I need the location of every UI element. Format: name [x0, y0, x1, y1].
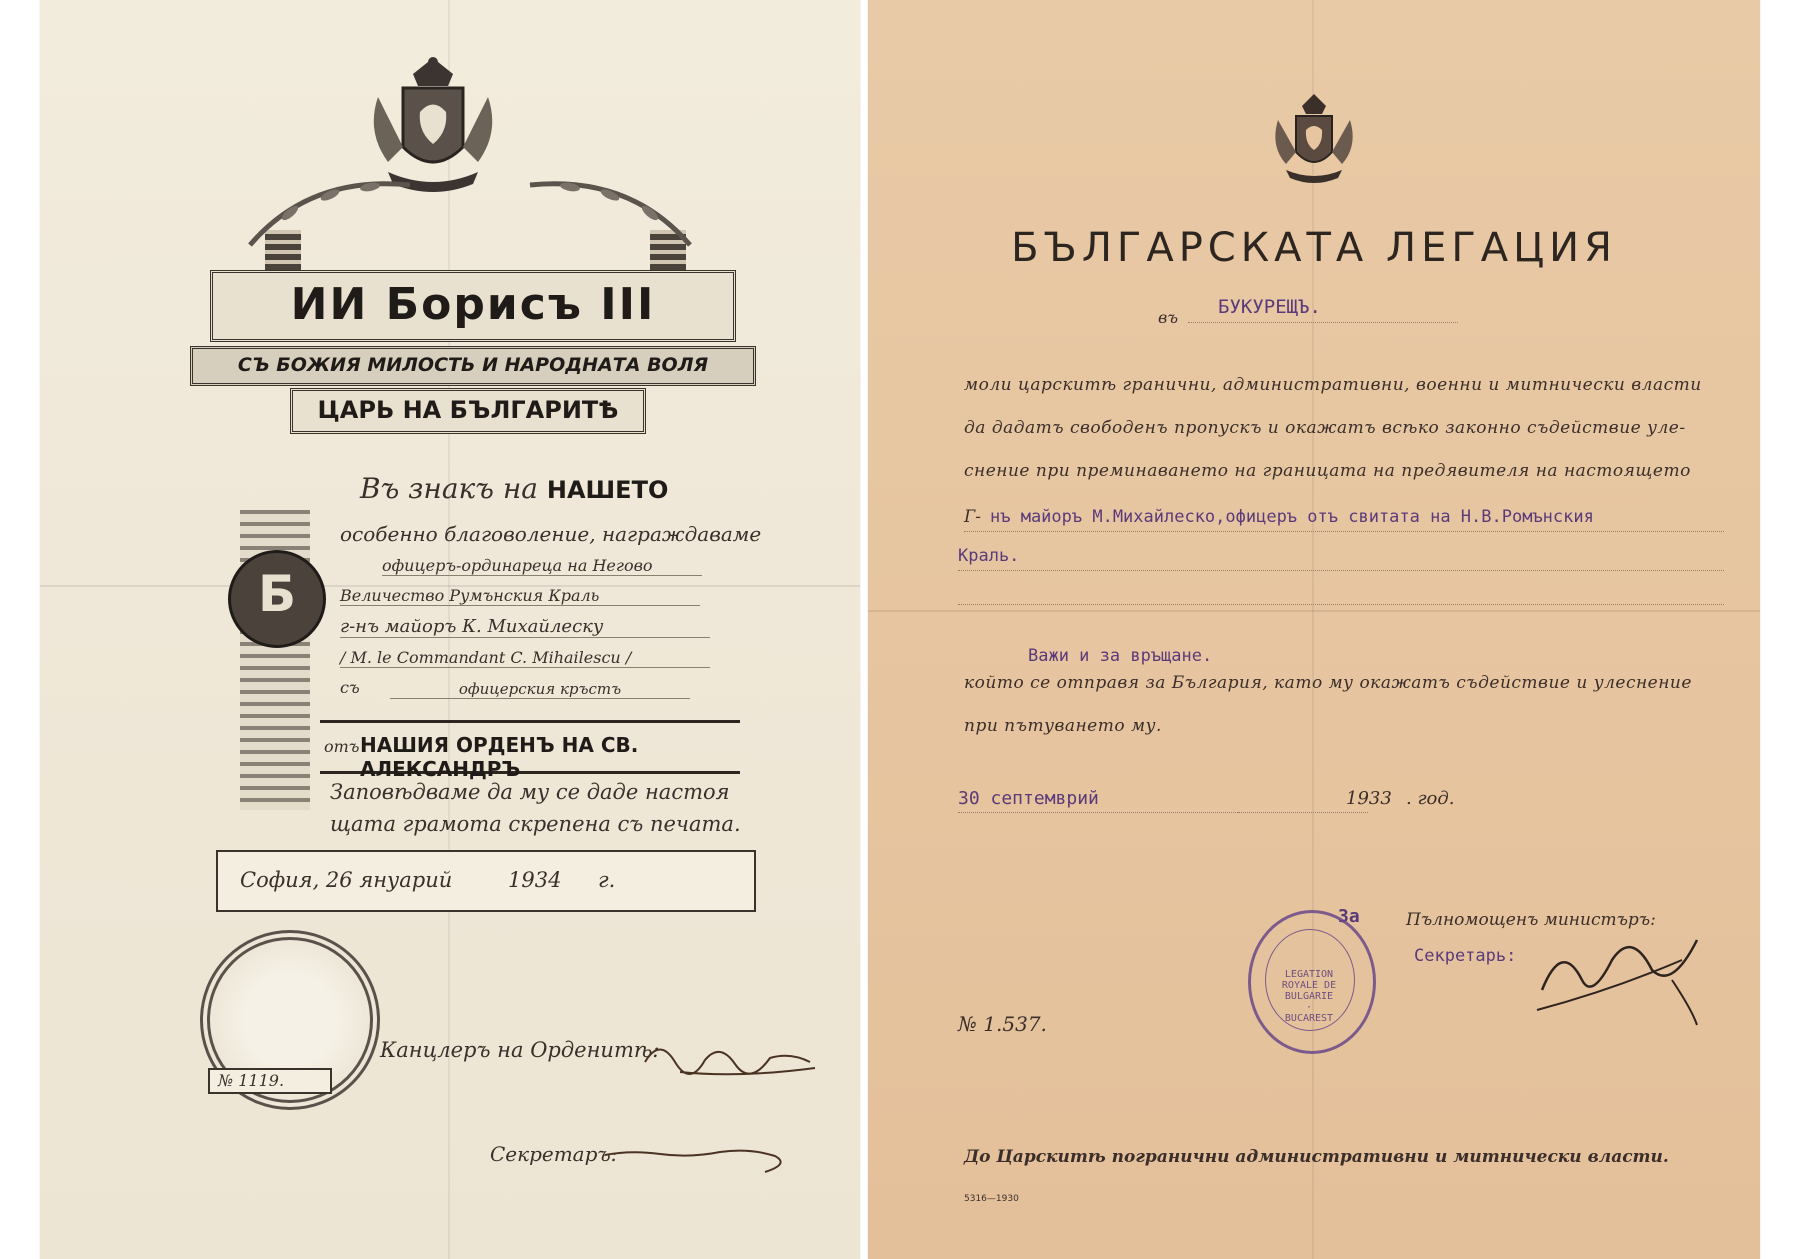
- order-prefix: отъ: [324, 737, 360, 756]
- stamp-text: LEGATION ROYALE DE BULGARIE · BUCAREST: [1281, 969, 1337, 1024]
- body-line-6-prefix: съ: [340, 678, 360, 697]
- decree-number: № 1119.: [218, 1071, 285, 1090]
- bearer-name: нъ майоръ М.Михайлеско,офицеръ отъ свитата на Н.В.Ромънския: [990, 507, 1594, 527]
- bearer-continuation: Краль.: [958, 546, 1020, 566]
- monogram-medallion: Б: [228, 550, 326, 648]
- grace-line: СЪ БОЖИЯ МИЛОСТЬ И НАРОДНАТА ВОЛЯ: [237, 354, 709, 376]
- header-banner: [210, 270, 736, 342]
- secretary-label: Секретаръ:: [490, 1142, 618, 1166]
- valid-return-note: Важи и за връщане.: [1028, 646, 1213, 666]
- body-line-3: Величество Румънския Краль: [340, 586, 700, 606]
- order-name: НАШИЯ ОРДЕНЪ НА СВ. АЛЕКСАНДРЪ: [360, 733, 639, 781]
- body-line-7: при пътуването му.: [964, 716, 1162, 736]
- chancellor-signature-icon: [640, 1032, 820, 1082]
- body-line-2: да дадатъ свободенъ пропускъ и окажатъ всѣко законно съдействие уле-: [964, 418, 1686, 438]
- year-field: [1238, 786, 1392, 813]
- intro-prefix: Въ знакъ на: [360, 472, 538, 505]
- secretary-signature-icon: [1522, 920, 1712, 1030]
- number-box: [208, 1068, 332, 1094]
- header-ribbon: [190, 346, 756, 386]
- body-line-4: г-нъ майоръ К. Михайлеску: [340, 616, 710, 638]
- decree-document: [40, 0, 860, 1259]
- bearer-line-2: [958, 544, 1724, 571]
- print-code: 5316—1930: [964, 1194, 1019, 1204]
- monarch-title: ИИ Борисъ III: [290, 279, 656, 330]
- date-year-suffix: г.: [598, 868, 616, 892]
- year-value: 1933: [1346, 788, 1392, 809]
- intro-line: [360, 472, 668, 505]
- body-line-1: особенно благоволение, награждаваме: [340, 522, 762, 546]
- minister-label: Пълномощенъ министъръ:: [1406, 910, 1656, 930]
- date-box: [216, 850, 756, 912]
- secretary-label: Секретарь:: [1414, 946, 1517, 966]
- bearer-line-1: [964, 505, 1724, 532]
- date-year: 1934: [508, 868, 562, 892]
- date-typed: 30 септемврий: [958, 788, 1099, 809]
- legation-stamp-icon: [1248, 910, 1376, 1054]
- fold-line: [868, 610, 1760, 612]
- footer-address: До Царскитѣ погранични административни и митнически власти.: [964, 1147, 1669, 1167]
- city-field: [1188, 296, 1458, 323]
- tsar-line: ЦАРЬ НА БЪЛГАРИТѢ: [317, 396, 619, 424]
- laurel-ornament-icon: [230, 145, 710, 255]
- command-line-2: щата грамота скрепена съ печата.: [330, 812, 741, 836]
- za-label: За: [1338, 906, 1360, 927]
- body-line-2: офицеръ-ординареца на Негово: [382, 556, 702, 576]
- chancellor-label: Канцлеръ на Орденитѣ:: [380, 1038, 660, 1062]
- intro-bold: НАШЕТО: [546, 476, 669, 504]
- order-banner: [320, 720, 740, 781]
- blank-line: [958, 584, 1724, 605]
- body-line-3: снение при преминаването на границата на предявителя на настоящето: [964, 461, 1691, 481]
- body-line-1: моли царскитѣ гранични, административни, военни и митнически власти: [964, 375, 1702, 395]
- city-name: БУКУРЕЩЪ.: [1218, 296, 1321, 318]
- date-field: [958, 786, 1238, 813]
- body-line-6: който се отправя за България, като му окажатъ съдействие и улеснение: [964, 673, 1692, 693]
- place-date: София, 26 януарий: [240, 868, 453, 892]
- secretary-signature-icon: [600, 1130, 800, 1180]
- legation-title: БЪЛГАРСКАТА ЛЕГАЦИЯ: [1011, 225, 1617, 271]
- coat-of-arms-icon: [1264, 90, 1364, 186]
- header-subbanner: [290, 388, 646, 434]
- body-line-5: / M. le Commandant C. Mihailescu /: [340, 648, 710, 668]
- city-prefix: въ: [1158, 308, 1178, 327]
- command-line-1: Заповѣдваме да му се даде настоя: [330, 780, 730, 804]
- bearer-prefix: Г-: [964, 507, 981, 527]
- body-line-6: офицерския кръстъ: [390, 680, 690, 699]
- registration-number: № 1.537.: [958, 1012, 1047, 1036]
- passage-letter-document: [868, 0, 1760, 1259]
- fold-line: [1312, 0, 1314, 1259]
- year-suffix: . год.: [1406, 788, 1455, 809]
